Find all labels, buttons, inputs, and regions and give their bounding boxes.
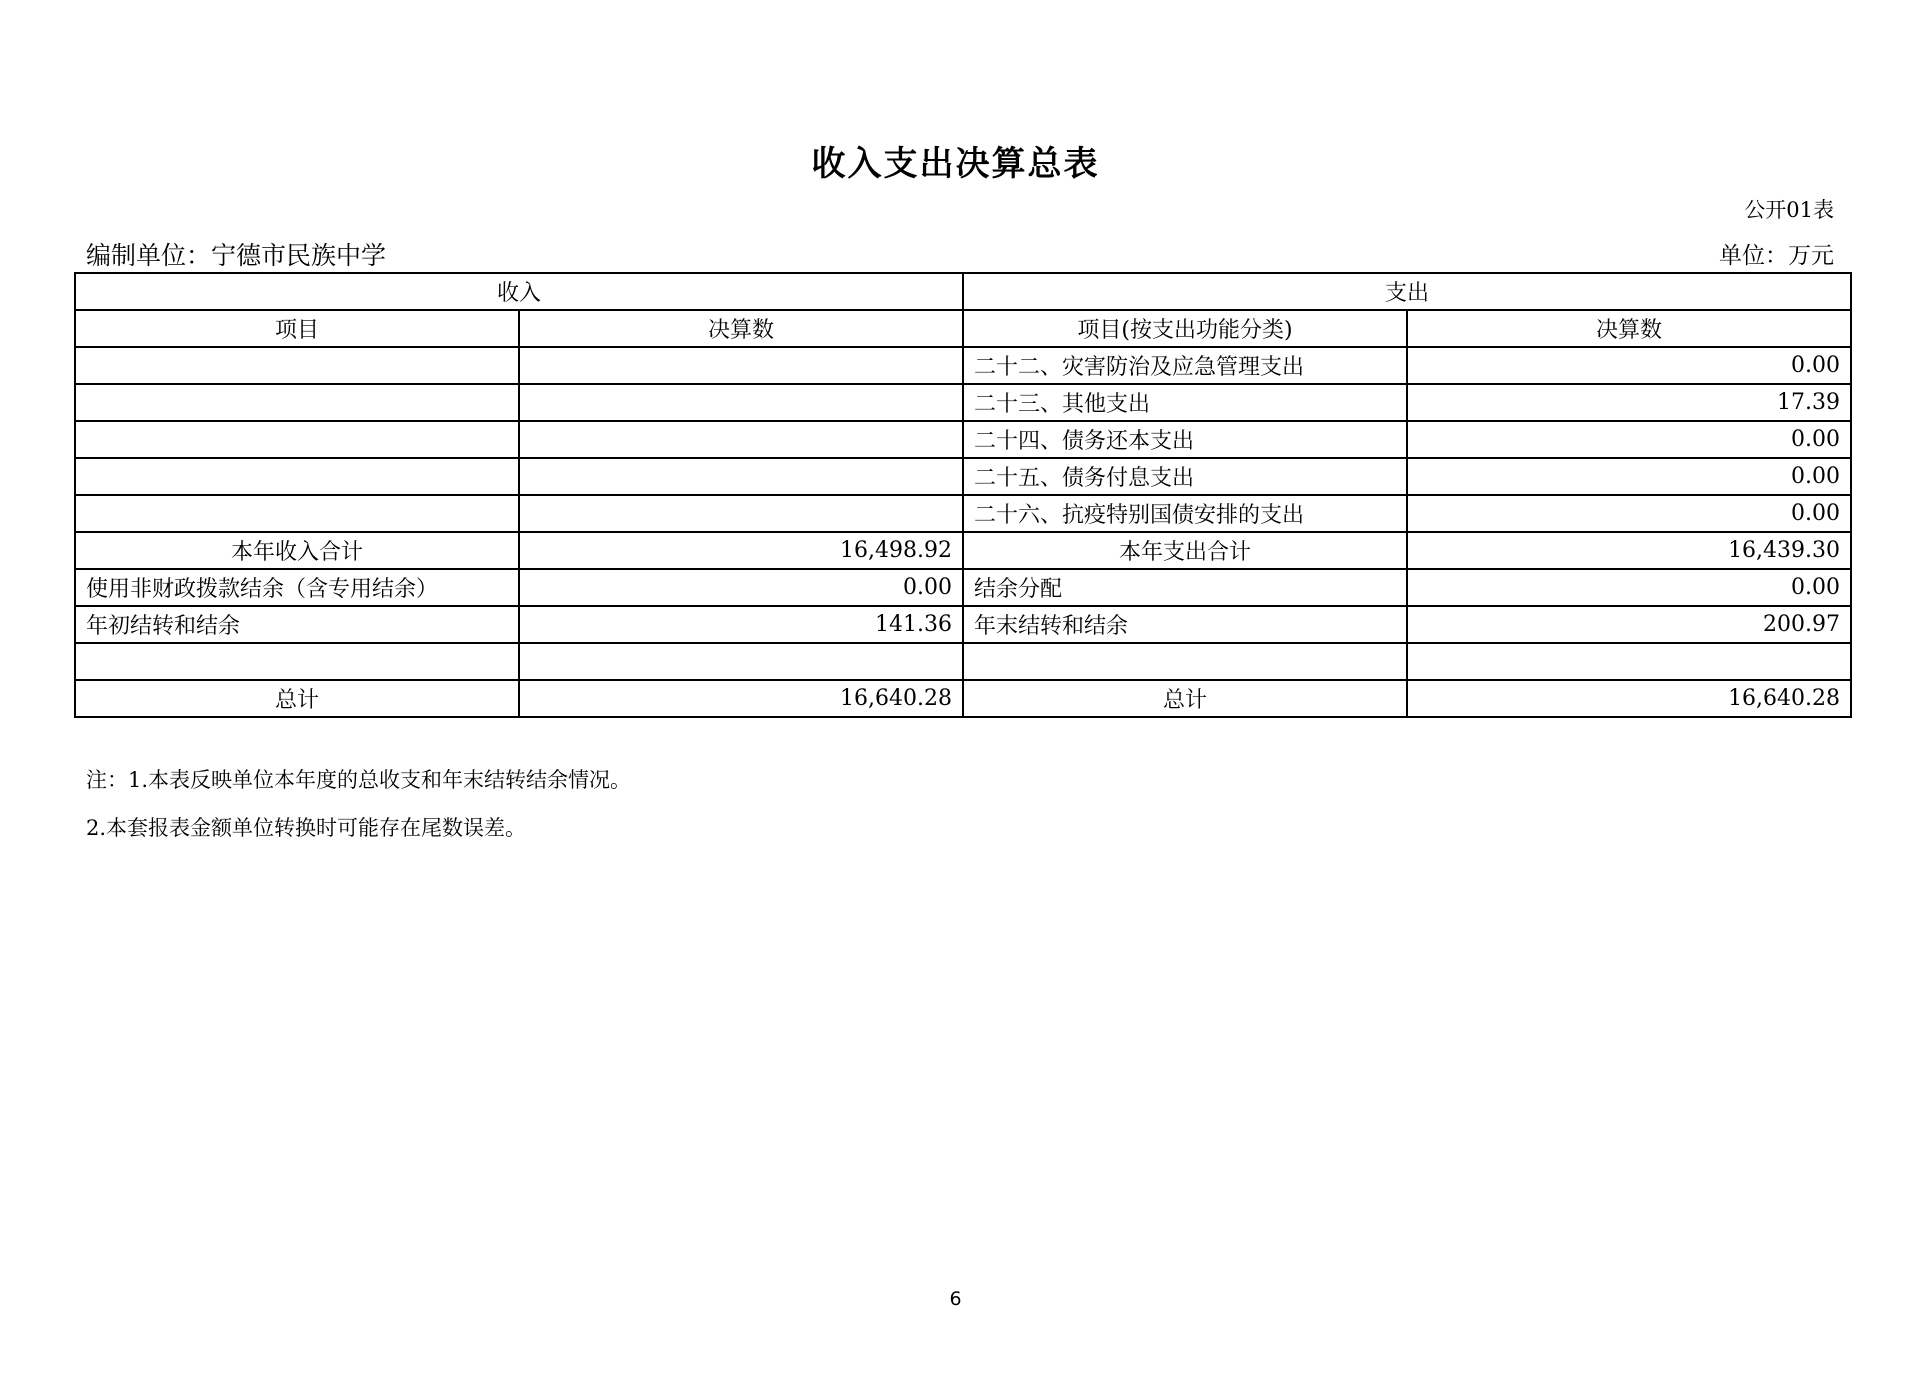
income-item-cell — [75, 643, 519, 680]
income-item-header: 项目 — [75, 310, 519, 347]
footnote: 2.本套报表金额单位转换时可能存在尾数误差。 — [86, 816, 527, 840]
income-amount-header: 决算数 — [519, 310, 963, 347]
expenditure-item-cell — [963, 643, 1407, 680]
income-amount-cell — [519, 458, 963, 495]
subtotal-row — [75, 532, 1851, 569]
expenditure-item-cell: 年末结转和结余 — [963, 606, 1407, 643]
table-row — [75, 384, 1851, 421]
expenditure-amount-cell: 0.00 — [1407, 421, 1851, 458]
expenditure-item-cell: 二十三、其他支出 — [963, 384, 1407, 421]
income-item-cell: 年初结转和结余 — [75, 606, 519, 643]
expenditure-amount-cell: 200.97 — [1407, 606, 1851, 643]
table-row — [75, 458, 1851, 495]
expenditure-item-cell: 二十五、债务付息支出 — [963, 458, 1407, 495]
income-amount-cell — [519, 421, 963, 458]
income-section-header: 收入 — [75, 273, 963, 310]
table-code: 公开01表 — [1744, 198, 1834, 222]
income-item-cell — [75, 384, 519, 421]
income-item-cell: 使用非财政拨款结余（含专用结余） — [75, 569, 519, 606]
expenditure-item-cell: 二十四、债务还本支出 — [963, 421, 1407, 458]
income-amount-cell: 0.00 — [519, 569, 963, 606]
expenditure-amount-cell: 0.00 — [1407, 458, 1851, 495]
expenditure-item-cell: 二十二、灾害防治及应急管理支出 — [963, 347, 1407, 384]
income-amount-cell: 16,498.92 — [519, 532, 963, 569]
expenditure-item-cell: 本年支出合计 — [963, 532, 1407, 569]
income-item-cell — [75, 347, 519, 384]
currency-unit: 单位：万元 — [1719, 243, 1834, 269]
section-header-row — [75, 273, 1851, 310]
table-row — [75, 569, 1851, 606]
income-amount-cell: 16,640.28 — [519, 680, 963, 717]
income-expenditure-table — [74, 272, 1852, 718]
expenditure-item-cell: 总计 — [963, 680, 1407, 717]
footnotes — [86, 756, 631, 852]
page-number: 6 — [949, 1288, 962, 1310]
income-item-cell: 总计 — [75, 680, 519, 717]
income-amount-cell — [519, 643, 963, 680]
table-row — [75, 495, 1851, 532]
income-item-cell — [75, 458, 519, 495]
income-item-cell: 本年收入合计 — [75, 532, 519, 569]
expenditure-item-header: 项目(按支出功能分类) — [963, 310, 1407, 347]
income-amount-cell: 141.36 — [519, 606, 963, 643]
page-title: 收入支出决算总表 — [811, 144, 1100, 184]
income-item-cell — [75, 421, 519, 458]
expenditure-amount-header: 决算数 — [1407, 310, 1851, 347]
expenditure-item-cell: 二十六、抗疫特别国债安排的支出 — [963, 495, 1407, 532]
expenditure-amount-cell: 16,640.28 — [1407, 680, 1851, 717]
expenditure-section-header: 支出 — [963, 273, 1851, 310]
expenditure-amount-cell: 0.00 — [1407, 347, 1851, 384]
income-amount-cell — [519, 495, 963, 532]
table-row — [75, 347, 1851, 384]
expenditure-amount-cell: 17.39 — [1407, 384, 1851, 421]
income-amount-cell — [519, 347, 963, 384]
total-row — [75, 680, 1851, 717]
table-row — [75, 606, 1851, 643]
expenditure-amount-cell: 0.00 — [1407, 569, 1851, 606]
table-row — [75, 643, 1851, 680]
expenditure-item-cell: 结余分配 — [963, 569, 1407, 606]
footnote: 注：1.本表反映单位本年度的总收支和年末结转结余情况。 — [86, 768, 632, 792]
income-amount-cell — [519, 384, 963, 421]
table-row — [75, 421, 1851, 458]
expenditure-amount-cell: 0.00 — [1407, 495, 1851, 532]
expenditure-amount-cell: 16,439.30 — [1407, 532, 1851, 569]
column-header-row — [75, 310, 1851, 347]
compiling-unit: 编制单位：宁德市民族中学 — [86, 241, 387, 270]
expenditure-amount-cell — [1407, 643, 1851, 680]
income-item-cell — [75, 495, 519, 532]
